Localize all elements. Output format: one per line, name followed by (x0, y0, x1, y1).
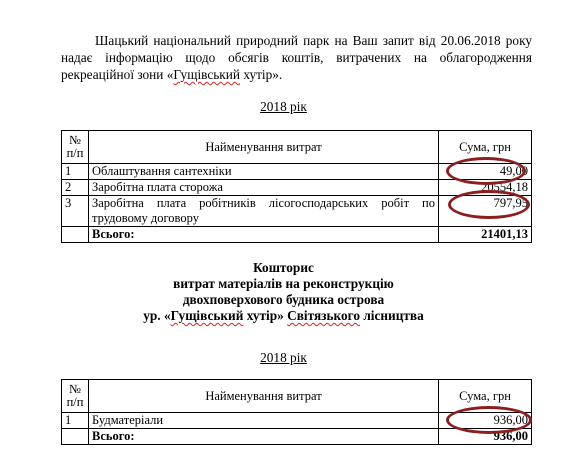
estimate-subtitle-2: двохповерхового будника острова (182, 292, 385, 307)
col-header-num: № п/п (62, 380, 89, 413)
row-name: Заробітна плата сторожа (89, 180, 439, 196)
table1-year: 2018 рік (260, 99, 307, 114)
row-sum: 936,00 (439, 413, 532, 429)
table-row (62, 180, 532, 196)
col-header-sum: Сума, грн (439, 131, 532, 164)
row-name: Будматеріали (89, 413, 439, 429)
col-header-name: Найменування витрат (89, 380, 439, 413)
total-label: Всього: (89, 227, 439, 243)
estimate-line-4-end: лісництва (360, 308, 424, 323)
expenses-table-2 (61, 379, 532, 445)
row-num: 2 (62, 180, 89, 196)
row-sum: 20554,18 (439, 180, 532, 196)
row-num: 1 (62, 413, 89, 429)
row-num-empty (62, 429, 89, 445)
expenses-table-1 (61, 130, 532, 243)
intro-line-1: Шацький національний природний парк на Ваш запит від 20.06.2018 року (95, 33, 532, 48)
row-num: 3 (62, 196, 89, 227)
table-row (62, 196, 532, 227)
estimate-line-4-middle: хутір» (243, 308, 288, 323)
intro-line-3 (61, 66, 532, 83)
row-num: 1 (62, 164, 89, 180)
intro-line-2: надає інформацію щодо обсягів коштів, витрачених на облагородження (61, 50, 532, 65)
total-sum: 21401,13 (439, 227, 532, 243)
col-header-name: Найменування витрат (89, 131, 439, 164)
misspelled-word: Гущівський (170, 308, 244, 323)
estimate-title: Кошторис (253, 260, 314, 275)
intro-line-3-start: рекреаційної зони « (61, 67, 174, 82)
row-name: Облаштування сантехніки (89, 164, 439, 180)
table-total-row (62, 429, 532, 445)
total-label: Всього: (89, 429, 439, 445)
table-row (62, 413, 532, 429)
table-row (62, 164, 532, 180)
estimate-subtitle-1: витрат матеріалів на реконструкцію (173, 276, 394, 291)
row-name: Заробітна плата робітників лісогосподарських робіт по трудовому договору (89, 196, 439, 227)
misspelled-word: Світязького (287, 308, 361, 323)
row-num-empty (62, 227, 89, 243)
estimate-subtitle-3 (0, 308, 567, 324)
intro-paragraph (61, 32, 532, 83)
col-header-num: № п/п (62, 131, 89, 164)
estimate-line-4-start: ур. « (143, 308, 171, 323)
total-sum: 936,00 (439, 429, 532, 445)
intro-line-3-end: хутір». (240, 67, 283, 82)
col-header-sum: Сума, грн (439, 380, 532, 413)
misspelled-word: Гущівський (173, 67, 240, 82)
table2-year: 2018 рік (260, 350, 307, 365)
row-sum: 49,00 (439, 164, 532, 180)
table-total-row (62, 227, 532, 243)
estimate-heading (0, 260, 567, 324)
row-sum: 797,95 (439, 196, 532, 227)
